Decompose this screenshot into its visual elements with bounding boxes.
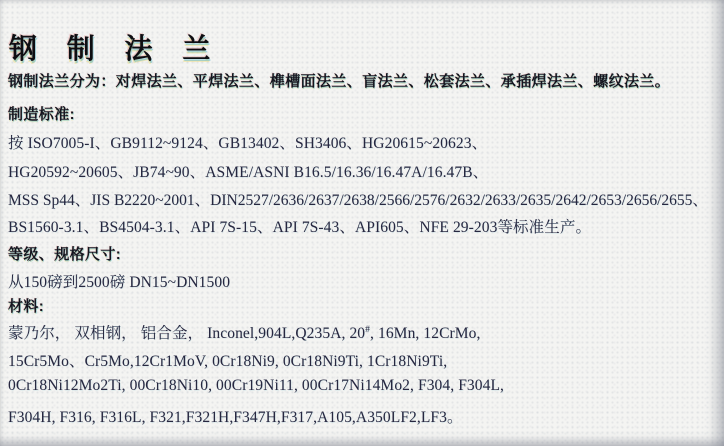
steel-grade-superscript: # [365, 324, 371, 335]
standards-line-2: HG20592~20605、JB74~90、ASME/ASNI B16.5/16.36/16.47A/16.47B、 [8, 164, 489, 181]
flange-types-intro: 钢制法兰分为：对焊法兰、平焊法兰、榫槽面法兰、盲法兰、松套法兰、承插焊法兰、螺纹法兰。 [8, 73, 671, 90]
materials-line-2: 15Cr5Mo、Cr5Mo,12Cr1MoV, 0Cr18Ni9, 0Cr18Ni9Ti, 1Cr18Ni9Ti, [8, 353, 448, 370]
section-heading-manufacturing-standards: 制造标准: [8, 106, 75, 123]
materials-line-1 [8, 321, 480, 343]
section-heading-grade-spec: 等级、规格尺寸: [8, 246, 122, 263]
section-heading-materials: 材料: [8, 298, 45, 315]
scan-edge-shadow-bottom [0, 436, 724, 446]
standards-line-1: 按 ISO7005-I、GB9112~9124、GB13402、SH3406、HG20615~20623、 [8, 135, 488, 152]
materials-line-3: 0Cr18Ni12Mo2Ti, 00Cr18Ni10, 00Cr19Ni11, 00Cr17Ni14Mo2, F304, F304L, [8, 377, 505, 394]
materials-line-1-rest: , 16Mn, 12CrMo, [370, 325, 481, 342]
standards-line-3: MSS Sp44、JIS B2220~2001、DIN2527/2636/2637/2638/2566/2576/2632/2633/2635/2642/2653/2656/2655、 [8, 192, 708, 209]
materials-line-1-text: 蒙乃尔， 双相钢， 铝合金， Inconel,904L,Q235A, 20 [8, 325, 366, 342]
spec-range-line: 从150磅到2500磅 DN15~DN1500 [8, 274, 231, 291]
materials-line-4: F304H, F316, F316L, F321,F321H,F347H,F317,A105,A350LF2,LF3。 [8, 409, 463, 426]
standards-line-4: BS1560-3.1、BS4504-3.1、API 7S-15、API 7S-43、API605、NFE 29-203等标准生产。 [8, 219, 592, 236]
page-title: 钢 制 法 兰 [9, 32, 222, 64]
scan-edge-shadow-right [708, 0, 724, 446]
